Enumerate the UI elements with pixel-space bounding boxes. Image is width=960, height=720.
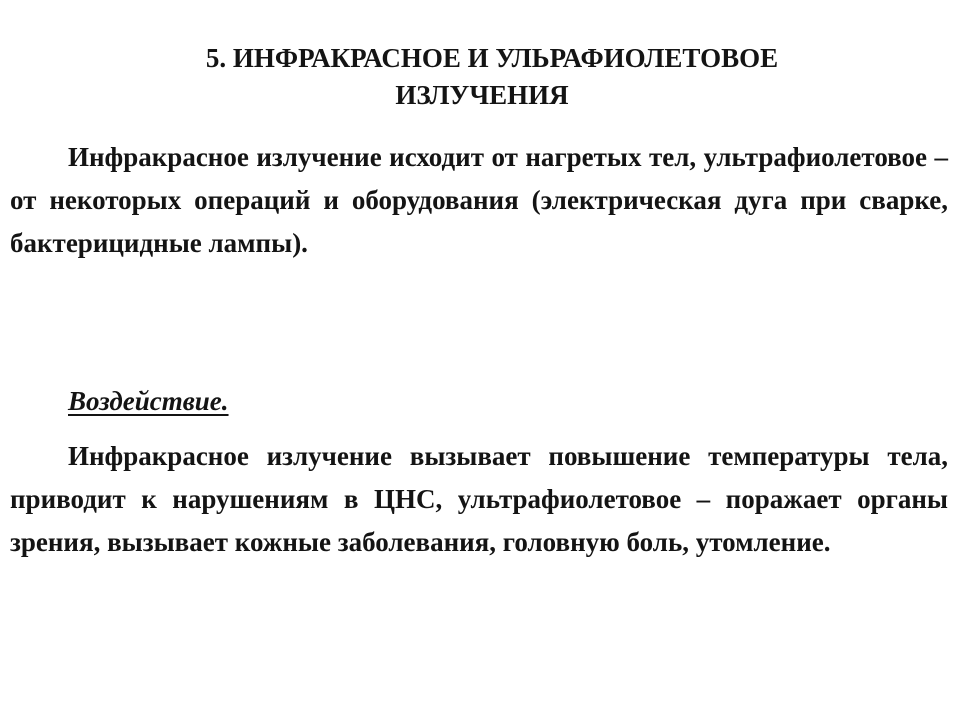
slide-title-line-1: 5. ИНФРАКРАСНОЕ И УЛЬРАФИОЛЕТОВОЕ [205,43,779,73]
paragraph-effects: Инфракрасное излучение вызывает повышение температуры тела, приводит к нарушениям в ЦНС, ультрафиолетовое – поражает органы зрения, вызывает кожные заболевания, головную боль, утомление. [10,441,948,557]
slide-title-line-2: ИЗЛУЧЕНИЯ [395,80,569,110]
paragraph-sources: Инфракрасное излучение исходит от нагретых тел, ультрафиолетовое – от некоторых операций и оборудования (электрическая дуга при сварке, бактерицидные лампы). [10,142,948,258]
subheading-effects: Воздействие. [68,386,229,416]
